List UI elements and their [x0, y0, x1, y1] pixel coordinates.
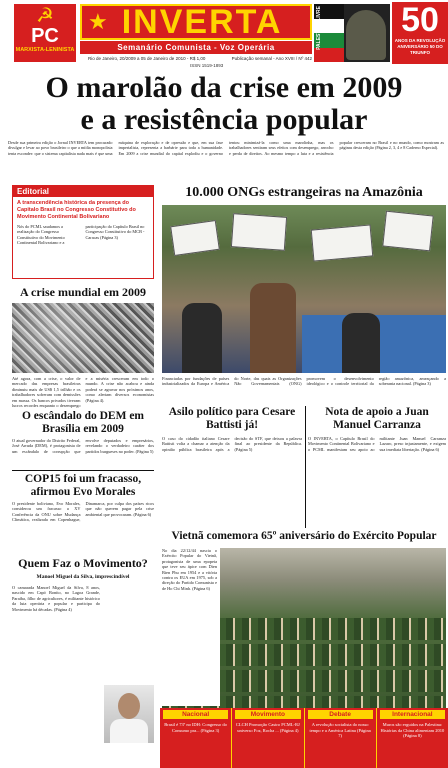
- palestine-label: PALESTINA LIVRE: [316, 6, 322, 50]
- crise-heading: A crise mundial em 2009: [20, 285, 146, 299]
- quem-faz-subheading: Manoel Miguel da Silva, imprescindível: [36, 574, 130, 580]
- issue-number: Publicação semanal - Ano XVIII / Nº 442: [231, 56, 312, 61]
- cop15-body: O presidente boliviano, Evo Morales, considerou um fracasso a XV Conferência da ONU sobre Mudança Climática, realizada em Copenhague, Dinamarca, por culpa dos países ricos que não querem pagar pela crise ambiental que provocaram. (Página 6): [12, 501, 154, 523]
- section-header: Movimento: [235, 710, 300, 719]
- masthead: [0, 0, 448, 66]
- amazonia-body: Financiadas por fundações de países industrializados da Europa e América do Norte, das quais as Organizações Não Governamentais (ONG) promovem o desenvolvimento ideológico e o controle territorial da região amazônica, ameaçando a soberania nacional. (Página 3): [162, 376, 446, 387]
- dem-body: O atual governador do Distrito Federal, José Arruda (DEM), é protagonista de um escândalo de corrupção que envolve deputados e empresários, revelando o verdadeiro caráter dos partidos burgueses no poder. (Página 5): [12, 438, 154, 454]
- section-summary: Brasil é 73º no IDH: Congresso do Consumo pra... (Página 3): [164, 722, 227, 733]
- palestine-banner: [314, 4, 390, 62]
- editorial-title: A transcendência histórica da presença do Capitalo Brasil no Congresso Constitutivo do Movimento Continental Bolivariano: [17, 200, 136, 220]
- headline-line-2: e a resistência popular: [80, 103, 368, 136]
- divider: [12, 470, 154, 471]
- section-header: Internacional: [380, 710, 445, 719]
- star-icon: ★: [88, 9, 108, 34]
- lead-text: Desde sua primeira edição o Jornal INVERTA tem procurado divulgar e levar ao povo brasileiro o que a mídia monopolista tenta esconder: que o sistema capitalista nada mais é que uma máquina de exploração e de opressão e que, em sua fase imperialista, representa a barbárie para toda a humanidade. Em 2009 a crise mundial do capital explodiu e o governo tentou minimizá-la como uma marolinha, mas os trabalhadores sentiram seus efeitos com desemprego, arrocho e perda de direitos. Ao mesmo tempo a luta e a resistência popular cresceram no Brasil e no mundo, como mostram as páginas desta edição (Página 2, 3, 4 e 8 Caderno Especial).: [8, 140, 444, 156]
- quem-faz-heading: Quem Faz o Movimento?: [18, 556, 148, 570]
- section-index-item[interactable]: [160, 708, 231, 768]
- section-index-item[interactable]: [304, 708, 376, 768]
- divider: [305, 406, 306, 528]
- vietna-body: No dia 22/12/44 nascia o Exército Popular do Vietnã, protagonista de uma epopeia que teve seu ápice com Dien Bien Phu em 1954 e a vitória contra os EUA em 1975, sob a direção do Partido Comunista e de Ho Chi Minh. (Página 6): [162, 548, 220, 706]
- amazonia-heading: 10.000 ONGs estrangeiras na Amazônia: [185, 185, 423, 200]
- carranza-heading: Nota de apoio a Juan Manuel Carranza: [325, 406, 429, 431]
- newspaper-subtitle: Semanário Comunista - Voz Operária: [80, 41, 312, 54]
- section-summary: Muros são erguidos na Palestina: Histórias da China alimentam 2010 (Página 8): [380, 722, 445, 739]
- newspaper-title-box: [80, 4, 312, 40]
- dem-heading: O escândalo do DEM em Brasília em 2009: [21, 410, 145, 435]
- issue-line: [88, 56, 312, 61]
- battisti-body: O caso do cidadão italiano Cesare Battisti volta a chamar a atenção da opinião pública brasileira após a decisão do STF, que deixou a palavra final ao presidente da República. (Página 5): [162, 436, 302, 452]
- section-index-item[interactable]: [376, 708, 448, 768]
- party-abbr: PC: [31, 25, 59, 47]
- headline-line-1: O marolão da crise em 2009: [45, 71, 403, 104]
- section-summary: CLCH Promoção Castro PCML-RJ universo Foz, Rocha ... (Página 4): [235, 722, 300, 733]
- party-logo: [14, 4, 76, 62]
- issue-date: Rio de Janeiro, 20/2009 a 05 de Janeiro de 2010 - R$ 1,00: [88, 56, 206, 61]
- main-headline: [0, 72, 448, 136]
- section-header: Nacional: [163, 710, 228, 719]
- issn: ISSN 1519-1893: [190, 63, 224, 68]
- hammer-sickle-icon: ☭: [36, 5, 54, 27]
- anniversary-badge: [392, 2, 448, 64]
- anniversary-number: 50: [401, 1, 439, 39]
- militant-portrait-photo: [104, 685, 154, 743]
- editorial-header: Editorial: [13, 186, 153, 197]
- crisis-crowd-photo: [12, 303, 154, 373]
- editorial-box: [12, 185, 154, 279]
- editorial-body: Nós do PCML saudamos a realização do Congresso Constitutivo do Movimento Continental Bolivariano e a participação do Capítulo Brasil no Congresso Constitutivo do MCB - Caracas (Página 3): [17, 224, 145, 246]
- battisti-heading: Asilo político para Cesare Battisti já!: [168, 406, 296, 431]
- quem-faz-body: O camarada Manoel Miguel da Silva, 8 anos, nascido em Capó Bonito, no Lagoa Grande, Paraíba, filho de agricultores, é militante histórico da luta operária e popular e participa do Movimento há décadas. (Página 4): [12, 585, 100, 612]
- section-index-item[interactable]: [231, 708, 303, 768]
- newspaper-title: INVERTA: [121, 3, 283, 41]
- crise-body: Até agora, com a crise, o valor de mercado das empresas brasileiras diminuiu mais de US$ 1,5 trilhão e os trabalhadores sofreram com demissões em massa. Os bancos privados tiveram lucros recordes enquanto o desemprego e a miséria cresceram em todo o mundo. A crise não acabou e ainda poderá se agravar nos próximos anos, como alertam diversos economistas (Página 4).: [12, 376, 154, 409]
- section-summary: A revolução socialista do nosso tempo e a América Latina (Página 7): [309, 722, 371, 739]
- cop15-heading: COP15 foi um fracasso, afirmou Evo Morales: [24, 473, 142, 498]
- section-index-bar: [160, 708, 448, 768]
- amazonia-protest-photo: [162, 205, 446, 373]
- carranza-body: O INVERTA, o Capítulo Brasil do Movimento Continental Bolivariano e o PCML manifestam seu apoio ao militante Juan Manuel Carranza Lazaro, preso injustamente, e exigem sua imediata libertação. (Página 6): [308, 436, 446, 452]
- fighter-photo: [346, 10, 386, 60]
- party-full-name: MARXISTA-LENINISTA: [15, 47, 75, 53]
- anniversary-subtext: ANIVERSÁRIO 50 DO TRIUNFO: [397, 44, 443, 55]
- section-header: Debate: [308, 710, 373, 719]
- anniversary-text: ANOS DA REVOLUÇÃO: [394, 38, 446, 43]
- vietna-heading: Vietnã comemora 65º aniversário do Exército Popular: [171, 530, 437, 542]
